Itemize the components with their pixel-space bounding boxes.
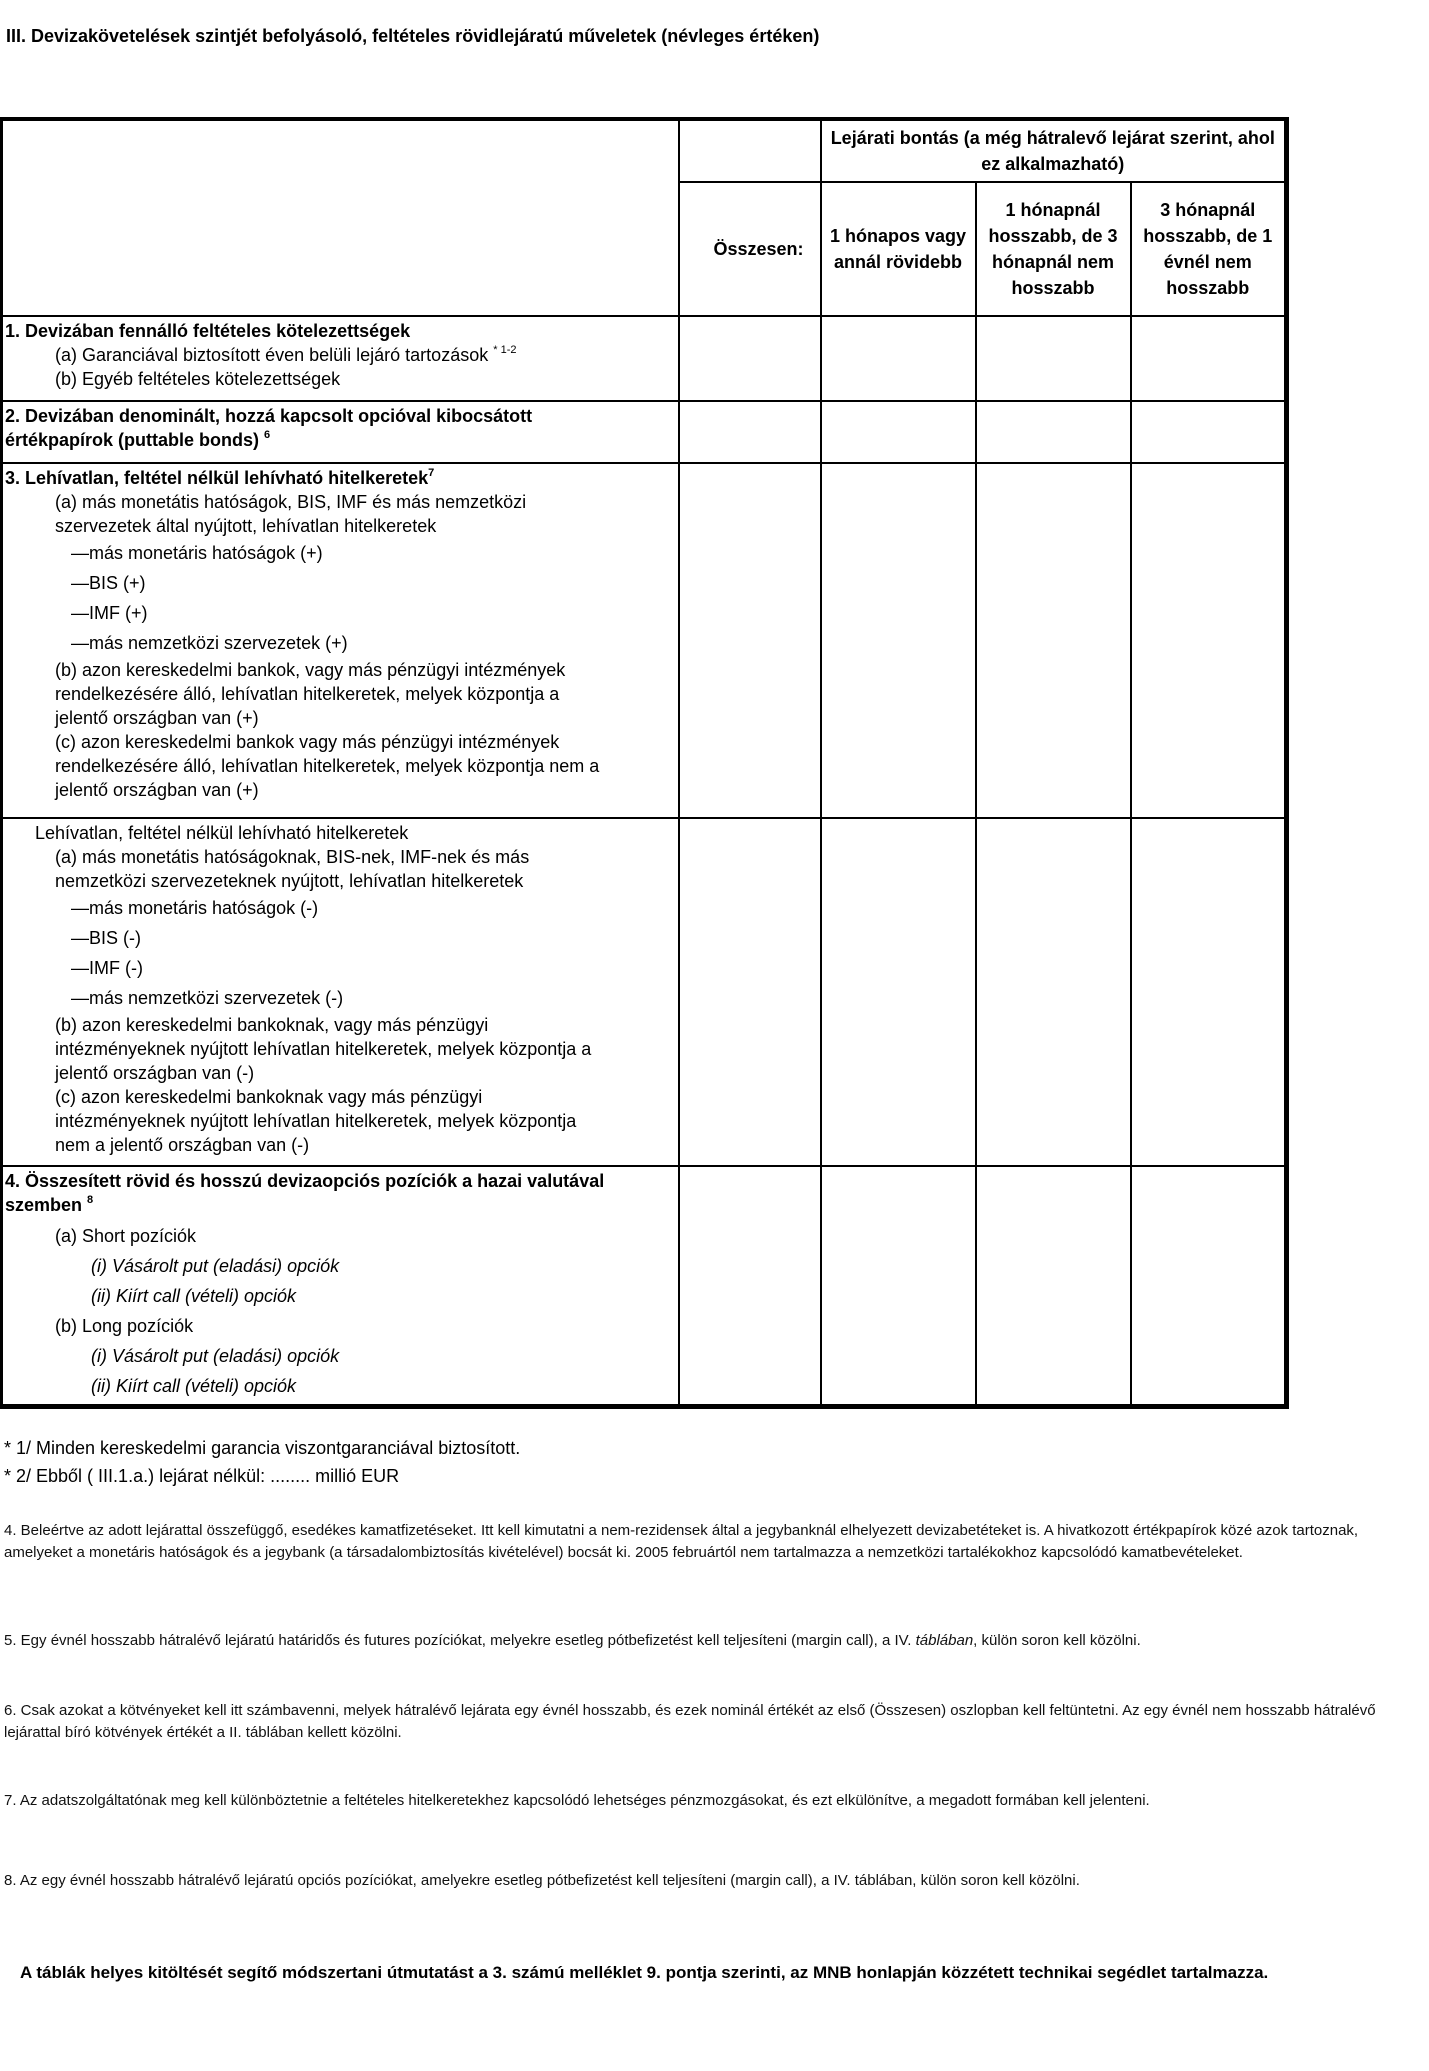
row-1-total-cell[interactable] <box>679 316 821 401</box>
row-4b-i: (i) Vásárolt put (eladási) opciók <box>91 1346 340 1366</box>
row-4-col1-cell[interactable] <box>821 1166 976 1406</box>
row-4a-ii: (ii) Kiírt call (vételi) opciók <box>91 1286 297 1306</box>
row-2-col2-cell[interactable] <box>976 401 1131 463</box>
row-1a: (a) Garanciával biztosított éven belüli lejáró tartozások $^{* 1-2}$ <box>55 344 517 365</box>
row-4b-ii: (ii) Kiírt call (vételi) opciók <box>91 1376 297 1396</box>
row-2-title-line1: 2. Devizában denominált, hozzá kapcsolt opcióval kibocsátott <box>5 406 533 426</box>
row-4b: (b) Long pozíciók <box>55 1316 194 1336</box>
row-3-title: 3. Lehívatlan, feltétel nélkül lehívható hitelkeretek$^7$ <box>5 467 435 488</box>
row-3b-a-3: —IMF (-) <box>71 958 143 978</box>
col-3-12-month-header: 3 hónapnál hosszabb, de 1 évnél nem hosszabb <box>1131 182 1287 316</box>
row-3b-label <box>2 818 679 1166</box>
row-3b-c-line3: nem a jelentő országban van (-) <box>55 1135 310 1155</box>
row-3-label <box>2 463 679 818</box>
row-4-col2-cell[interactable] <box>976 1166 1131 1406</box>
row-3b-a-2: —BIS (-) <box>71 928 141 948</box>
row-3b-b-line1: (b) azon kereskedelmi bankoknak, vagy más pénzügyi <box>55 1015 489 1035</box>
row-3b-b-line2: intézményeknek nyújtott lehívatlan hitelkeretek, melyek központja a <box>55 1039 592 1059</box>
header-empty-total-top <box>679 119 821 182</box>
row-3b-c-line1: (c) azon kereskedelmi bankoknak vagy más pénzügyi <box>55 1087 483 1107</box>
row-3b-col2-cell[interactable] <box>976 818 1131 1166</box>
row-3-total-cell[interactable] <box>679 463 821 818</box>
row-1-label <box>2 316 679 401</box>
row-2-col3-cell[interactable] <box>1131 401 1287 463</box>
row-4-title-line1: 4. Összesített rövid és hosszú devizaopciós pozíciók a hazai valutával <box>5 1171 605 1191</box>
note-7: 7. Az adatszolgáltatónak meg kell különböztetnie a feltételes hitelkeretekhez kapcsolódó lehetséges pénzmozgásokat, és ezt elkülönítve, a megadott formában kell jelenteni. <box>4 1792 1150 1809</box>
page-title: III. Devizakövetelések szintjét befolyásoló, feltételes rövidlejáratú műveletek (névleges értéken) <box>6 26 820 46</box>
row-3b-line2: rendelkezésére álló, lehívatlan hitelkeretek, melyek központja a <box>55 684 560 704</box>
final-note: A táblák helyes kitöltését segítő módszertani útmutatást a 3. számú melléklet 9. pontja szerinti, az MNB honlapján közzétett technikai segédlet tartalmazza. <box>20 1963 1269 1982</box>
row-3c-line2: rendelkezésére álló, lehívatlan hitelkeretek, melyek központja nem a <box>55 756 600 776</box>
note-5: 5. Egy évnél hosszabb hátralévő lejáratú határidős és futures pozíciókat, melyekre esetleg pótbefizetést kell teljesíteni (margin call), a IV. táblában, külön soron kell közölni. <box>4 1632 1141 1649</box>
row-1-col1-cell[interactable] <box>821 316 976 401</box>
maturity-breakdown-header <box>821 119 1287 182</box>
row-4-total-cell[interactable] <box>679 1166 821 1406</box>
row-3-col2-cell[interactable] <box>976 463 1131 818</box>
row-1-col2-cell[interactable] <box>976 316 1131 401</box>
row-2-label <box>2 401 679 463</box>
row-3b-line3: jelentő országban van (+) <box>55 708 259 728</box>
row-3a-3: —IMF (+) <box>71 603 148 623</box>
row-3b-a-line2: nemzetközi szervezeteknek nyújtott, lehívatlan hitelkeretek <box>55 871 524 891</box>
row-3b-a-line1: (a) más monetátis hatóságoknak, BIS-nek, IMF-nek és más <box>55 847 530 867</box>
header-empty-cell <box>2 119 679 316</box>
row-4a: (a) Short pozíciók <box>55 1226 197 1246</box>
row-2-col1-cell[interactable] <box>821 401 976 463</box>
row-2-title-line2: értékpapírok (puttable bonds) $^6$ <box>5 429 271 450</box>
note-4: 4. Beleértve az adott lejárattal összefüggő, esedékes kamatfizetéseket. Itt kell kimutatni a nem-rezidensek által a jegybanknál elhelyezett devizabetéteket is. A hivatkozott értékpapírok közé azok tartoznak, amelyeket a monetáris hatóságok és a jegybank (a társadalombiztosítás kivételével) bocsát ki. 2005 februártól nem tartalmazza a nemzetközi tartalékokhoz kapcsolódó kamatbevételeket. <box>4 1522 1359 1561</box>
row-4-title-line2: szemben $^8$ <box>5 1194 94 1215</box>
row-1-title: 1. Devizában fennálló feltételes kötelezettségek <box>5 321 411 341</box>
row-3b-col3-cell[interactable] <box>1131 818 1287 1166</box>
row-3a-4: —más nemzetközi szervezetek (+) <box>71 633 348 653</box>
row-3-col1-cell[interactable] <box>821 463 976 818</box>
row-3b-total-cell[interactable] <box>679 818 821 1166</box>
row-1b: (b) Egyéb feltételes kötelezettségek <box>55 369 341 389</box>
row-2-total-cell[interactable] <box>679 401 821 463</box>
row-3a-line2: szervezetek által nyújtott, lehívatlan hitelkeretek <box>55 516 437 536</box>
row-3a-line1: (a) más monetátis hatóságok, BIS, IMF és más nemzetközi <box>55 492 527 512</box>
row-3c-line3: jelentő országban van (+) <box>55 780 259 800</box>
col-1-3-month-header: 1 hónapnál hosszabb, de 3 hónapnál nem hosszabb <box>976 182 1131 316</box>
row-3b-a-4: —más nemzetközi szervezetek (-) <box>71 988 344 1008</box>
row-3-col3-cell[interactable] <box>1131 463 1287 818</box>
row-3a-2: —BIS (+) <box>71 573 146 593</box>
maturity-breakdown-label: Lejárati bontás (a még hátralevő lejárat szerint, ahol ez alkalmazható) <box>830 128 1275 174</box>
row-4a-i: (i) Vásárolt put (eladási) opciók <box>91 1256 340 1276</box>
row-4-label <box>2 1166 679 1406</box>
row-3b-line1: (b) azon kereskedelmi bankok, vagy más pénzügyi intézmények <box>55 660 566 680</box>
row-4-col3-cell[interactable] <box>1131 1166 1287 1406</box>
row-3b-col1-cell[interactable] <box>821 818 976 1166</box>
row-3b-a-1: —más monetáris hatóságok (-) <box>71 898 319 918</box>
note-6: 6. Csak azokat a kötvényeket kell itt számbavenni, melyek hátralévő lejárata egy évnél hosszabb, és ezek nominál értékét az első (Összesen) oszlopban kell feltüntetni. Az egy évnél nem hosszabb hátralévő lejárattal bíró kötvények értékét a II. táblában kellett közölni. <box>4 1702 1376 1741</box>
row-3c-line1: (c) azon kereskedelmi bankok vagy más pénzügyi intézmények <box>55 732 560 752</box>
row-3b-title: Lehívatlan, feltétel nélkül lehívható hitelkeretek <box>35 823 409 843</box>
note-8: 8. Az egy évnél hosszabb hátralévő lejáratú opciós pozíciókat, amelyekre esetleg pótbefizetést kell teljesíteni (margin call), a IV. táblában, külön soron kell közölni. <box>4 1872 1080 1889</box>
row-3a-1: —más monetáris hatóságok (+) <box>71 543 323 563</box>
footnote-2: * 2/ Ebből ( III.1.a.) lejárat nélkül: ........ millió EUR <box>4 1466 400 1486</box>
total-column-header: Összesen: <box>679 182 821 316</box>
row-3b-c-line2: intézményeknek nyújtott lehívatlan hitelkeretek, melyek központja <box>55 1111 577 1131</box>
contingent-operations-table <box>0 117 1289 1409</box>
col-1-month-header: 1 hónapos vagy annál rövidebb <box>821 182 976 316</box>
footnote-1: * 1/ Minden kereskedelmi garancia viszontgaranciával biztosított. <box>4 1438 521 1458</box>
row-1-col3-cell[interactable] <box>1131 316 1287 401</box>
row-3b-b-line3: jelentő országban van (-) <box>55 1063 255 1083</box>
